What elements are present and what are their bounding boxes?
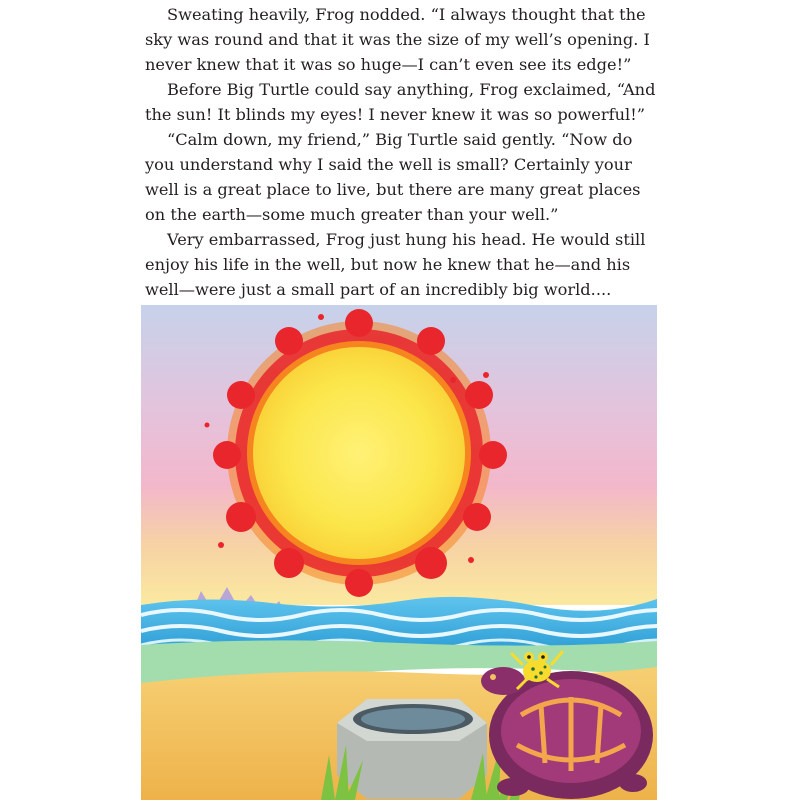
paragraph-3: “Calm down, my friend,” Big Turtle said gently. “Now do you understand why I said the well is small? Certainly your well is a great place to live, but there are many great places on the earth—some much greater than your well.” <box>145 130 641 224</box>
sun-sea-well-illustration <box>141 305 657 800</box>
well-icon <box>337 699 487 799</box>
paragraph-4: Very embarrassed, Frog just hung his head. He would still enjoy his life in the well, but now he knew that he—and his well—were just a small part of an incredibly big world.... <box>145 230 646 299</box>
paragraph-1: Sweating heavily, Frog nodded. “I always thought that the sky was round and that it was the size of my well’s opening. I never knew that it was so huge—I can’t even see its edge!” <box>145 5 650 74</box>
story-illustration <box>141 305 657 800</box>
story-text <box>145 2 665 302</box>
paragraph-2: Before Big Turtle could say anything, Frog exclaimed, “And the sun! It blinds my eyes! I never knew it was so powerful!” <box>145 80 656 124</box>
